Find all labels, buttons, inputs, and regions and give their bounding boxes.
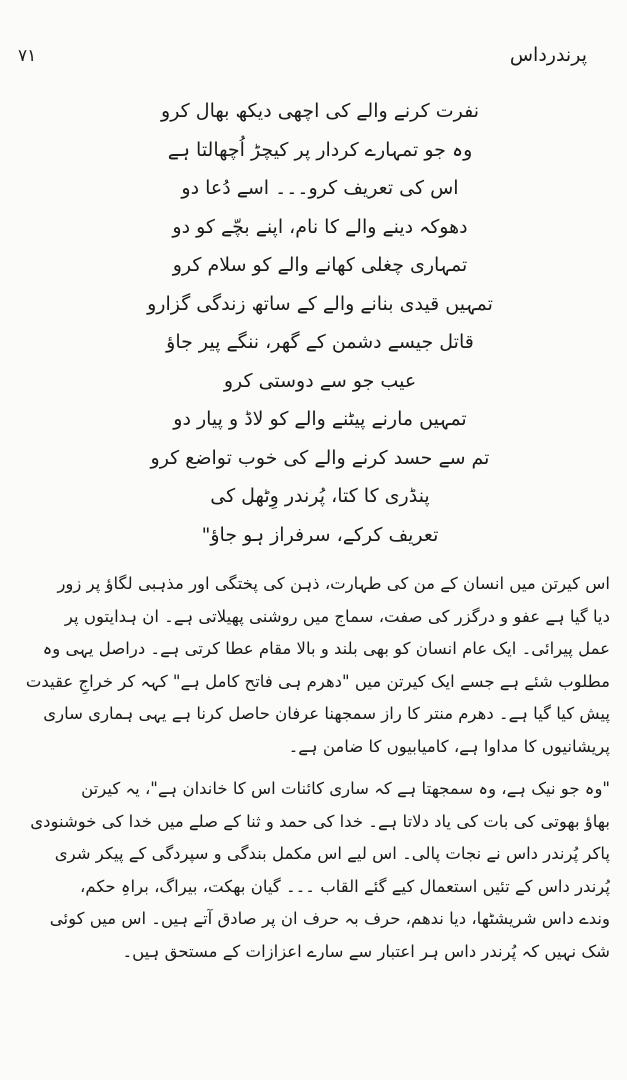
paragraph-2 bbox=[16, 773, 610, 968]
prose-block bbox=[16, 568, 610, 968]
poem-line: نفرت کرنے والے کی اچھی دیکھ بھال کرو bbox=[161, 100, 479, 122]
paragraph-1 bbox=[16, 568, 610, 763]
poem-block bbox=[140, 92, 500, 554]
prose-line: اس کیرتن میں انسان کے من کی طہارت، ذہن کی پختگی اور مذہبی لگاؤ پر زور bbox=[57, 574, 610, 593]
page-number: ٧١ bbox=[18, 46, 37, 66]
poem-line: تم سے حسد کرنے والے کی خوب تواضع کرو bbox=[150, 446, 490, 469]
prose-line: پریشانیوں کا مداوا ہے، کامیابیوں کا ضامن ہے۔ bbox=[288, 736, 610, 756]
prose-line: پاکر پُرندر داس نے نجات پالی۔ اس لیے اس مکمل بندگی و سپردگی کے پیکر شری bbox=[54, 844, 610, 863]
prose-line: "وہ جو نیک ہے، وہ سمجھتا ہے کہ ساری کائنات اس کا خاندان ہے"، یہ کیرتن bbox=[81, 779, 610, 798]
paragraph-gap bbox=[16, 763, 610, 773]
prose-line: شک نہیں کہ پُرندر داس ہر اعتبار سے سارے اعزازات کے مستحق ہیں۔ bbox=[122, 941, 610, 961]
page-header bbox=[0, 44, 627, 74]
poem-line: وہ جو تمہارے کردار پر کیچڑ اُچھالتا ہے bbox=[167, 138, 473, 161]
poem-line: تمہیں قیدی بنانے والے کے ساتھ زندگی گزارو bbox=[147, 292, 493, 315]
prose-line: پُرندر داس کے تئیں استعمال کیے گئے القاب ۔۔۔ گیان بھکت، بیراگ، براہِ حکم، bbox=[80, 876, 610, 896]
prose-line: عمل پیرائی۔ ایک عام انسان کو بھی بلند و بالا مقام عطا کرتی ہے۔ دراصل یہی وہ bbox=[42, 639, 610, 658]
prose-line: دیا گیا ہے عفو و درگزر کی صفت، سماج میں روشنی پھیلاتی ہے۔ ان ہدایتوں پر bbox=[64, 606, 610, 626]
running-title: پرندرداس bbox=[509, 44, 587, 66]
poem-line: تمہاری چغلی کھانے والے کو سلام کرو bbox=[172, 254, 468, 276]
prose-line: بھاؤ بھوتی کی بات کی یاد دلاتا ہے۔ خدا کی حمد و ثنا کے صلے میں خدا کی خوشنودی bbox=[30, 811, 610, 831]
prose-line: مطلوب شئے ہے جسے ایک کیرتن میں "دھرم ہی فاتح کامل ہے" کہہ کر خراجِ عقیدت bbox=[25, 671, 610, 691]
poem-line: تمہیں مارنے پیٹنے والے کو لاڈ و پیار دو bbox=[173, 408, 467, 430]
poem-line: تعریف کرکے، سرفراز ہو جاؤ" bbox=[201, 523, 439, 546]
prose-line: پیش کیا گیا ہے۔ دھرم منتر کا راز سمجھنا عرفان حاصل کرنا ہے یہی ہماری ساری bbox=[43, 704, 610, 723]
poem-line: عیب جو سے دوستی کرو bbox=[223, 369, 417, 392]
poem-line: پنڈری کا کتا، پُرندر وِٹھل کی bbox=[210, 485, 430, 507]
prose-line: وندے داس شریشٹھا، دیا ندھم، حرف بہ حرف ان پر صادق آتے ہیں۔ اس میں کوئی bbox=[49, 909, 610, 928]
poem-line: دھوکہ دینے والے کا نام، اپنے بچّے کو دو bbox=[172, 215, 468, 238]
poem-line: اس کی تعریف کرو۔۔۔ اسے دُعا دو bbox=[181, 177, 459, 199]
poem-line: قاتل جیسے دشمن کے گھر، ننگے پیر جاؤ bbox=[166, 331, 474, 353]
